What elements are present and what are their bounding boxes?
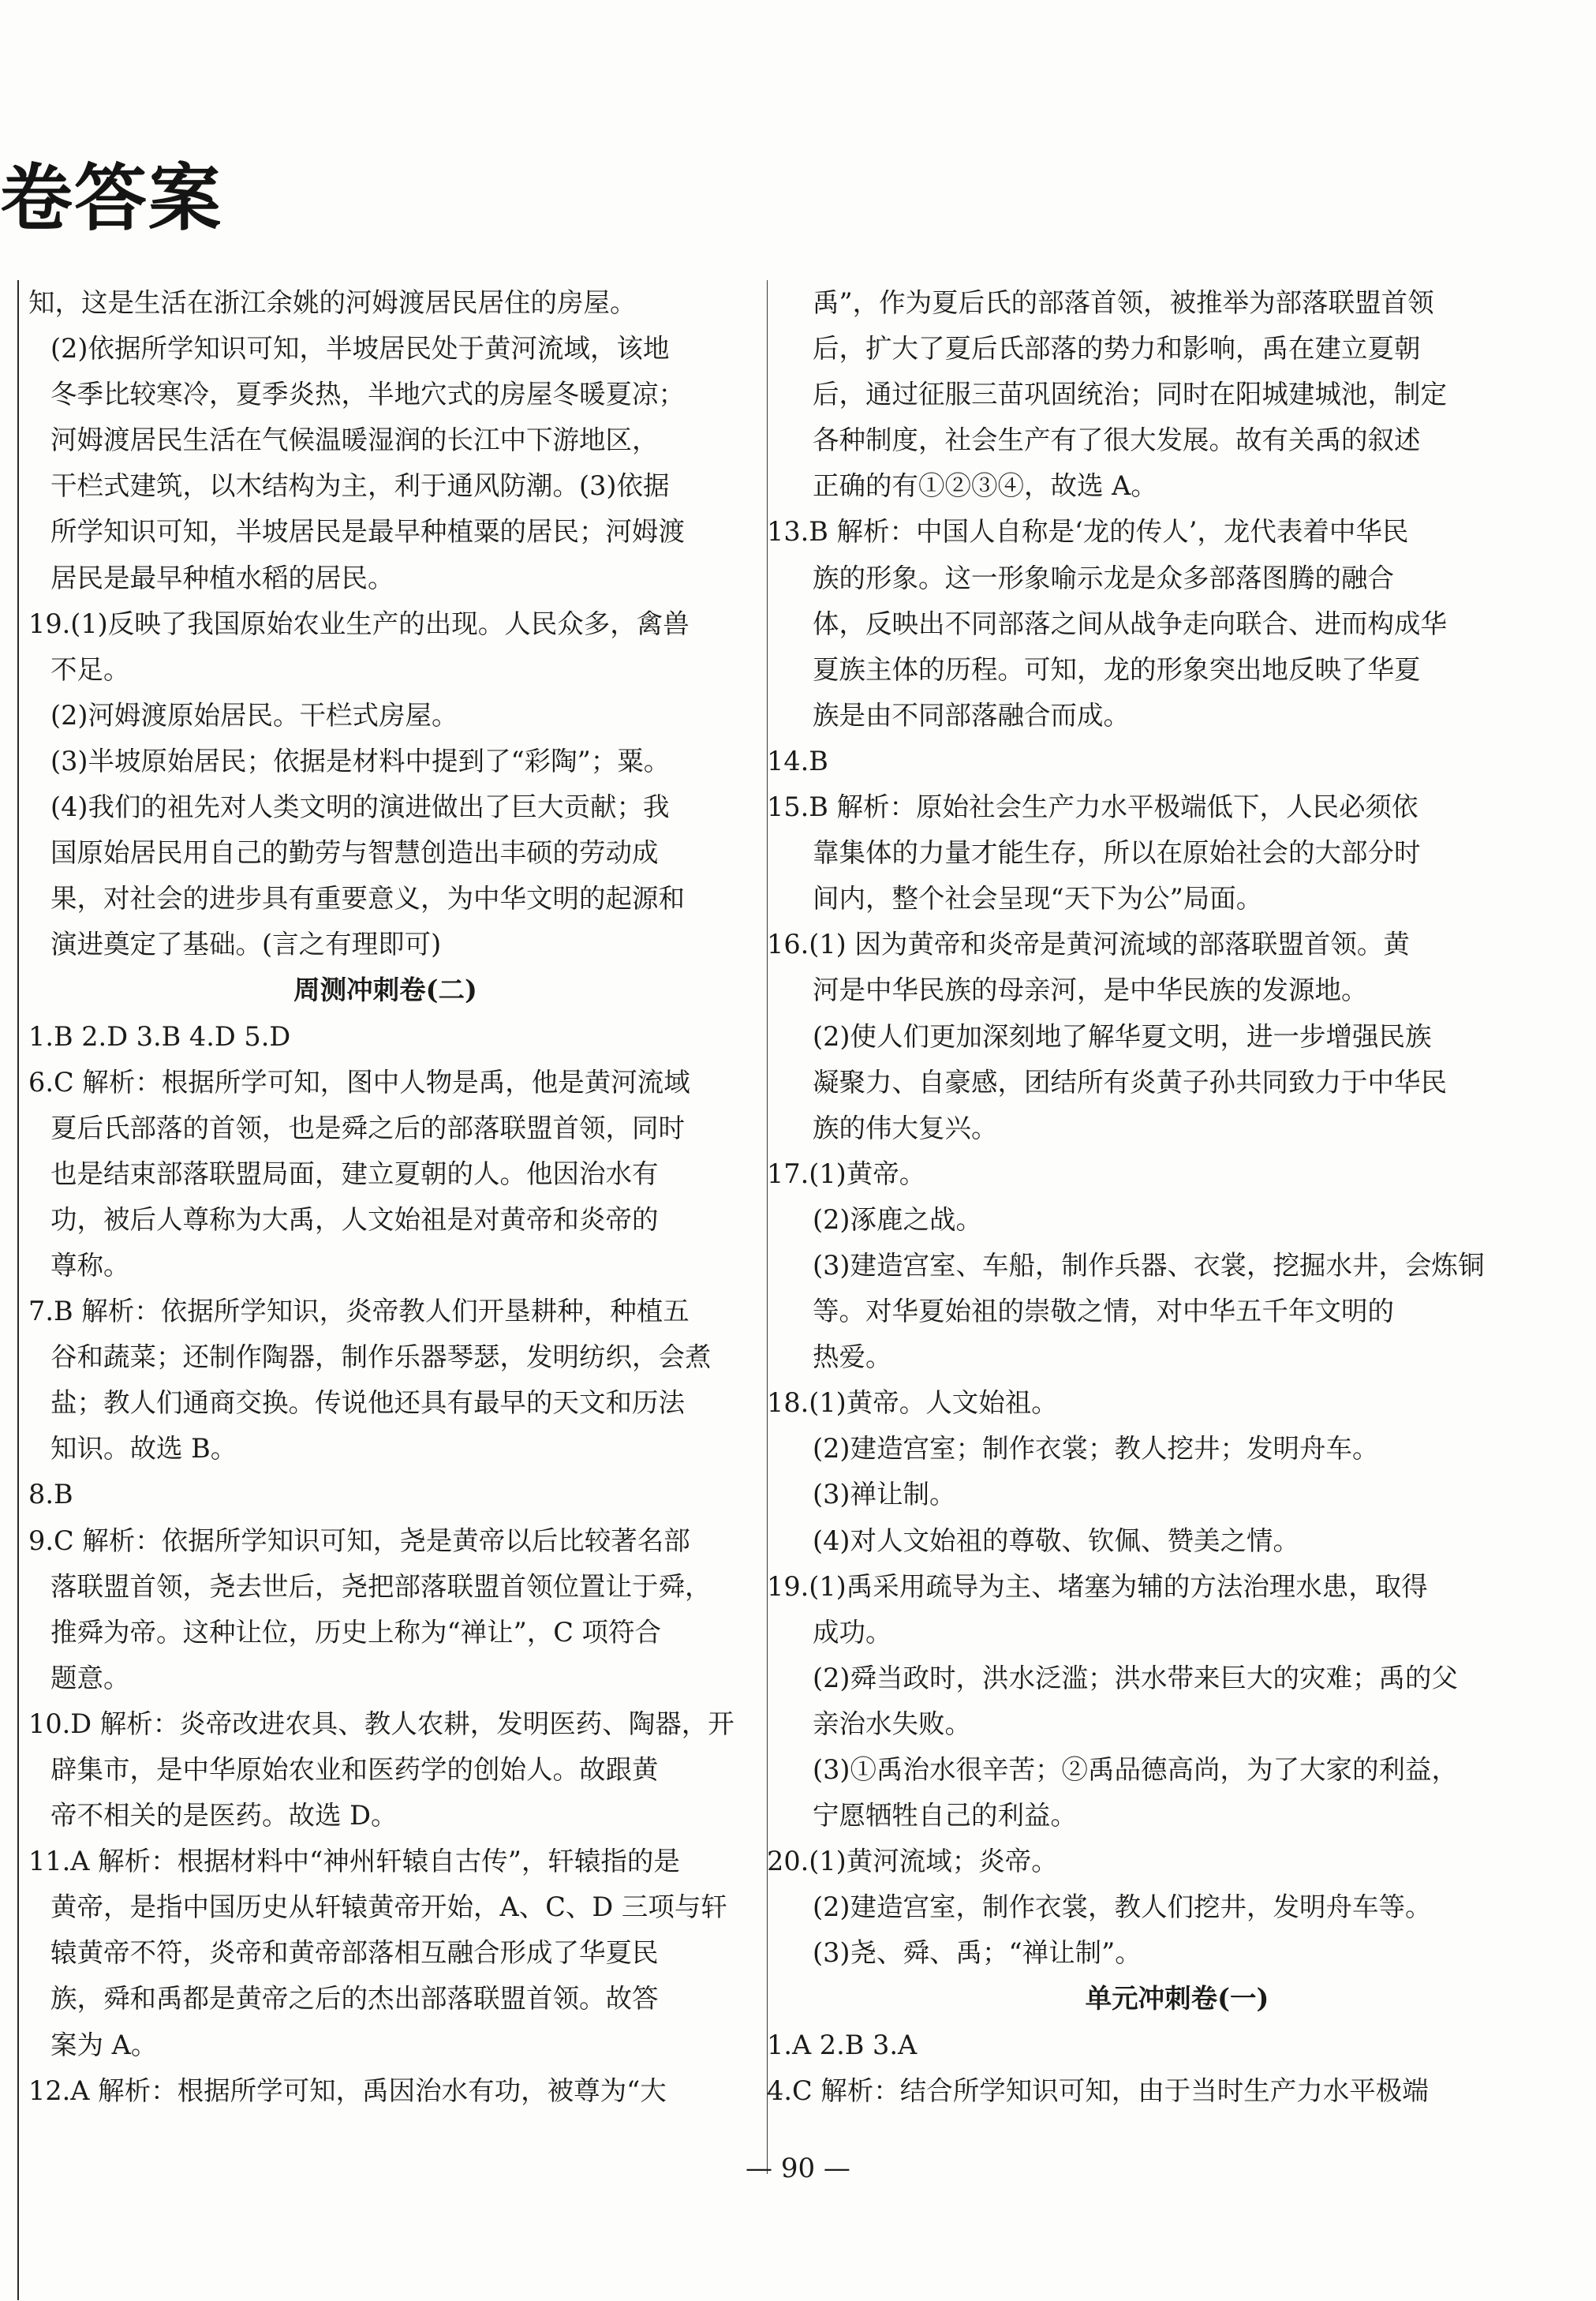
- text-line: 19.(1)禹采用疏导为主、堵塞为辅的方法治理水患，取得: [767, 1570, 1428, 1602]
- text-line: (4)对人文始祖的尊敬、钦佩、赞美之情。: [813, 1525, 1299, 1556]
- text-line: 夏族主体的历程。可知，龙的形象突出地反映了华夏: [813, 653, 1421, 685]
- text-line: 14.B: [767, 745, 828, 776]
- text-line: (2)依据所学知识可知，半坡居民处于黄河流域，该地: [50, 333, 670, 365]
- text-line: 也是结束部落联盟局面，建立夏朝的人。他因治水有: [50, 1158, 659, 1189]
- text-line: 落联盟首领，尧去世后，尧把部落联盟首领位置让于舜，: [50, 1570, 712, 1602]
- text-line: (2)建造宫室；制作衣裳；教人挖井；发明舟车。: [813, 1433, 1379, 1465]
- text-line: 8.B: [28, 1479, 73, 1510]
- text-line: 夏后氏部落的首领，也是舜之后的部落联盟首领，同时: [50, 1112, 685, 1143]
- text-line: 题意。: [50, 1662, 130, 1693]
- margin-line: [17, 280, 19, 2300]
- text-line: 9.C 解析：依据所学知识可知，尧是黄帝以后比较著名部: [28, 1525, 690, 1556]
- text-line: 7.B 解析：依据所学知识，炎帝教人们开垦耕种，种植五: [28, 1296, 690, 1327]
- text-line: 尊称。: [50, 1249, 130, 1281]
- text-line: 亲治水失败。: [813, 1708, 971, 1739]
- text-line: 族的形象。这一形象喻示龙是众多部落图腾的融合: [813, 562, 1394, 593]
- section-heading: 单元冲刺卷(一): [1085, 1983, 1269, 2015]
- right-column: [767, 280, 1587, 2114]
- text-line: 黄帝，是指中国历史从轩辕黄帝开始，A、C、D 三项与轩: [50, 1891, 727, 1923]
- text-line: 18.(1)黄帝。人文始祖。: [767, 1387, 1058, 1419]
- page-number: — 90 —: [746, 2153, 850, 2184]
- text-line: (2)使人们更加深刻地了解华夏文明，进一步增强民族: [813, 1020, 1432, 1052]
- text-line: (2)河姆渡原始居民。干栏式房屋。: [50, 699, 458, 731]
- text-line: 演进奠定了基础。(言之有理即可): [50, 929, 442, 960]
- text-line: 盐；教人们通商交换。传说他还具有最早的天文和历法: [50, 1387, 685, 1419]
- left-column: [28, 280, 742, 2114]
- text-line: 13.B 解析：中国人自称是‘龙的传人’，龙代表着中华民: [767, 516, 1409, 548]
- text-line: 知识。故选 B。: [50, 1433, 237, 1465]
- text-line: 宁愿牺牲自己的利益。: [813, 1800, 1077, 1831]
- text-line: 17.(1)黄帝。: [767, 1158, 926, 1189]
- text-line: 冬季比较寒冷，夏季炎热，半地穴式的房屋冬暖夏凉；: [50, 379, 685, 410]
- text-line: 各种制度，社会生产有了很大发展。故有关禹的叙述: [813, 425, 1421, 456]
- text-line: 功，被后人尊称为大禹，人文始祖是对黄帝和炎帝的: [50, 1203, 659, 1235]
- text-line: 15.B 解析：原始社会生产力水平极端低下，人民必须依: [767, 791, 1418, 823]
- text-line: 居民是最早种植水稻的居民。: [50, 562, 394, 593]
- text-line: 10.D 解析：炎帝改进农具、教人农耕，发明医药、陶器，开: [28, 1708, 734, 1739]
- text-line: 11.A 解析：根据材料中“神州轩辕自古传”，轩辕指的是: [28, 1846, 680, 1877]
- page-title: 卷答案: [0, 155, 223, 241]
- text-line: 河是中华民族的母亲河，是中华民族的发源地。: [813, 975, 1368, 1006]
- text-line: (2)建造宫室，制作衣裳，教人们挖井，发明舟车等。: [813, 1891, 1432, 1923]
- text-line: (3)①禹治水很辛苦；②禹品德高尚，为了大家的利益，: [813, 1754, 1458, 1785]
- text-line: 族的伟大复兴。: [813, 1112, 998, 1143]
- text-line: 河姆渡居民生活在气候温暖湿润的长江中下游地区，: [50, 425, 659, 456]
- text-line: 19.(1)反映了我国原始农业生产的出现。人民众多，禽兽: [28, 608, 690, 639]
- text-line: 国原始居民用自己的勤劳与智慧创造出丰硕的劳动成: [50, 837, 659, 869]
- text-line: 正确的有①②③④，故选 A。: [813, 470, 1157, 502]
- text-line: 成功。: [813, 1616, 892, 1648]
- text-line: 帝不相关的是医药。故选 D。: [50, 1800, 398, 1831]
- text-line: 推舜为帝。这种让位，历史上称为“禅让”，C 项符合: [50, 1616, 662, 1648]
- text-line: (2)舜当政时，洪水泛滥；洪水带来巨大的灾难；禹的父: [813, 1662, 1458, 1693]
- text-line: 果，对社会的进步具有重要意义，为中华文明的起源和: [50, 883, 685, 915]
- text-line: (4)我们的祖先对人类文明的演进做出了巨大贡献；我: [50, 791, 670, 823]
- text-line: 等。对华夏始祖的崇敬之情，对中华五千年文明的: [813, 1296, 1394, 1327]
- text-line: 热爱。: [813, 1341, 892, 1373]
- text-line: (2)涿鹿之战。: [813, 1203, 982, 1235]
- text-line: 1.A 2.B 3.A: [767, 2029, 918, 2060]
- text-line: 6.C 解析：根据所学可知，图中人物是禹，他是黄河流域: [28, 1066, 690, 1098]
- text-line: 辟集市，是中华原始农业和医药学的创始人。故跟黄: [50, 1754, 659, 1785]
- text-line: 20.(1)黄河流域；炎帝。: [767, 1846, 1058, 1877]
- text-line: (3)禅让制。: [813, 1479, 956, 1510]
- text-line: 禹”，作为夏后氏的部落首领，被推举为部落联盟首领: [813, 287, 1434, 318]
- text-line: 凝聚力、自豪感，团结所有炎黄子孙共同致力于中华民: [813, 1066, 1447, 1098]
- text-line: (3)建造宫室、车船，制作兵器、衣裳，挖掘水井，会炼铜: [813, 1249, 1485, 1281]
- section-heading: 周测冲刺卷(二): [293, 975, 477, 1006]
- text-line: 16.(1) 因为黄帝和炎帝是黄河流域的部落联盟首领。黄: [767, 929, 1410, 960]
- text-line: (3)半坡原始居民；依据是材料中提到了“彩陶”；粟。: [50, 745, 671, 776]
- text-line: (3)尧、舜、禹；“禅让制”。: [813, 1937, 1142, 1969]
- text-line: 后，扩大了夏后氏部落的势力和影响，禹在建立夏朝: [813, 333, 1421, 365]
- text-line: 1.B 2.D 3.B 4.D 5.D: [28, 1020, 291, 1052]
- text-line: 4.C 解析：结合所学知识可知，由于当时生产力水平极端: [767, 2075, 1429, 2106]
- text-line: 所学知识可知，半坡居民是最早种植粟的居民；河姆渡: [50, 516, 685, 548]
- text-line: 辕黄帝不符，炎帝和黄帝部落相互融合形成了华夏民: [50, 1937, 659, 1969]
- text-line: 干栏式建筑，以木结构为主，利于通风防潮。(3)依据: [50, 470, 670, 502]
- text-line: 间内，整个社会呈现“天下为公”局面。: [813, 883, 1263, 915]
- text-line: 谷和蔬菜；还制作陶器，制作乐器琴瑟，发明纺织，会煮: [50, 1341, 712, 1373]
- text-line: 案为 A。: [50, 2029, 158, 2060]
- text-line: 后，通过征服三苗巩固统治；同时在阳城建城池，制定: [813, 379, 1447, 410]
- text-line: 12.A 解析：根据所学可知，禹因治水有功，被尊为“大: [28, 2075, 667, 2106]
- text-line: 知，这是生活在浙江余姚的河姆渡居民居住的房屋。: [28, 287, 637, 318]
- text-line: 不足。: [50, 653, 130, 685]
- text-line: 靠集体的力量才能生存，所以在原始社会的大部分时: [813, 837, 1421, 869]
- text-line: 体，反映出不同部落之间从战争走向联合、进而构成华: [813, 608, 1447, 639]
- text-line: 族，舜和禹都是黄帝之后的杰出部落联盟首领。故答: [50, 1983, 659, 2015]
- text-line: 族是由不同部落融合而成。: [813, 699, 1130, 731]
